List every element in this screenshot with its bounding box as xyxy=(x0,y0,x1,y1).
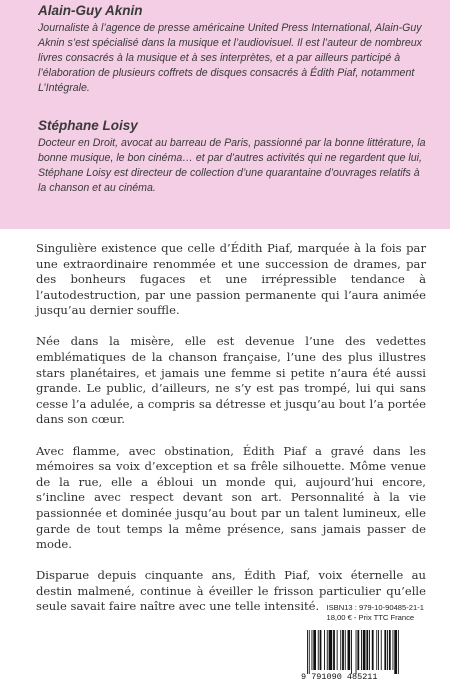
barcode-bar xyxy=(309,630,310,674)
blurb-paragraph: Singulière existence que celle d’Édith Piaf, marquée à la fois par une extraordinaire renommée et une succession de drames, par des bonheurs fugaces et une irrépressible tendance à l’autodestruction, par une passion permanente qui l’aura animée jusqu’au dernier souffle. xyxy=(36,241,426,318)
barcode-bar xyxy=(361,630,362,670)
author-bio-text: Journaliste à l’agence de presse américaine United Press International, Alain-Guy Aknin s’est spécialisé dans la musique et l’audiovisuel. Il est l’auteur de nombreux livres consacrés à la musique et à ses interprètes, et a par ailleurs participé à l’élaboration de plusieurs coffrets de disques consacrés à Édith Piaf, notamment L’Intégrale. xyxy=(38,22,422,94)
barcode-bar xyxy=(389,630,391,670)
barcode-bar xyxy=(333,630,335,670)
author-bio-text: Docteur en Droit, avocat au barreau de Paris, passionné par la bonne littérature, la bonne musique, le bon cinéma… et par d’autres activités qui ne regardent que lui, Stéphane Loisy est directeur de collection d’une quarantaine d’ouvrages relatifs à la chanson et au cinéma. xyxy=(38,137,426,194)
price-label: 18,00 € - Prix TTC France xyxy=(326,613,415,622)
isbn-price-block xyxy=(326,603,424,623)
barcode-bar xyxy=(372,630,374,670)
barcode-bar xyxy=(376,630,377,670)
barcode-bar xyxy=(320,630,322,670)
barcode-bar xyxy=(398,630,399,674)
barcode-bars xyxy=(301,630,425,674)
barcode-bar xyxy=(351,630,352,674)
author-name: Alain-Guy Aknin xyxy=(38,3,143,18)
barcode-bar xyxy=(384,630,386,670)
blurb-paragraph: Née dans la misère, elle est devenue l’une des vedettes emblématiques de la chanson française, l’une des plus illustres stars planétaires, et jamais une femme si petite n’aura été aussi grande. Le public, d’ailleurs, ne s’y est pas trompé, lui qui sans cesse l’a adulée, a compris sa détresse et jusqu’au bout l’a portée dans son cœur. xyxy=(36,334,426,427)
barcode-bar xyxy=(387,630,388,670)
barcode-bar xyxy=(312,630,313,670)
blurb-paragraph: Avec flamme, avec obstination, Édith Piaf a gravé dans les mémoires sa voix d’exception et sa frêle silhouette. Môme venue de la rue, elle a ébloui un monde qui, aujourd’hui encore, s’incline avec respect devant son art. Personnalité à la vie passionnée et dominée jusqu’au bout par un talent lumineux, elle garde de tout temps la même présence, sans jamais passer de mode. xyxy=(36,443,426,552)
barcode xyxy=(301,630,425,682)
barcode-bar xyxy=(369,630,370,670)
barcode-bar xyxy=(337,630,338,670)
author-bio-aknin xyxy=(38,3,430,96)
barcode-bar xyxy=(324,630,325,670)
blurb-text xyxy=(36,241,426,630)
author-name: Stéphane Loisy xyxy=(38,118,138,133)
barcode-digits: 9 791090 485211 xyxy=(301,672,378,682)
barcode-bar xyxy=(318,630,319,670)
barcode-bar xyxy=(356,630,357,674)
barcode-bar xyxy=(340,630,341,670)
barcode-bar xyxy=(348,630,351,670)
barcode-bar xyxy=(307,630,308,674)
barcode-bar xyxy=(393,630,394,670)
barcode-bar xyxy=(357,630,359,670)
author-bio-loisy xyxy=(38,118,430,196)
barcode-bar xyxy=(345,630,346,670)
barcode-bar xyxy=(394,630,397,674)
barcode-bar xyxy=(313,630,316,670)
barcode-bar xyxy=(327,630,328,670)
barcode-bar xyxy=(378,630,379,670)
barcode-bar xyxy=(342,630,344,670)
isbn-number: ISBN13 : 979-10-90485-21-1 xyxy=(326,603,424,612)
barcode-bar xyxy=(329,630,333,670)
blurb-paragraph: Disparue depuis cinquante ans, Édith Piaf, voix éternelle au destin malmené, continue à éveiller le frisson particulier qu’elle seule savait faire naître avec une telle intensité. xyxy=(36,568,426,614)
barcode-bar xyxy=(363,630,366,670)
barcode-bar xyxy=(366,630,368,670)
barcode-bar xyxy=(381,630,382,670)
